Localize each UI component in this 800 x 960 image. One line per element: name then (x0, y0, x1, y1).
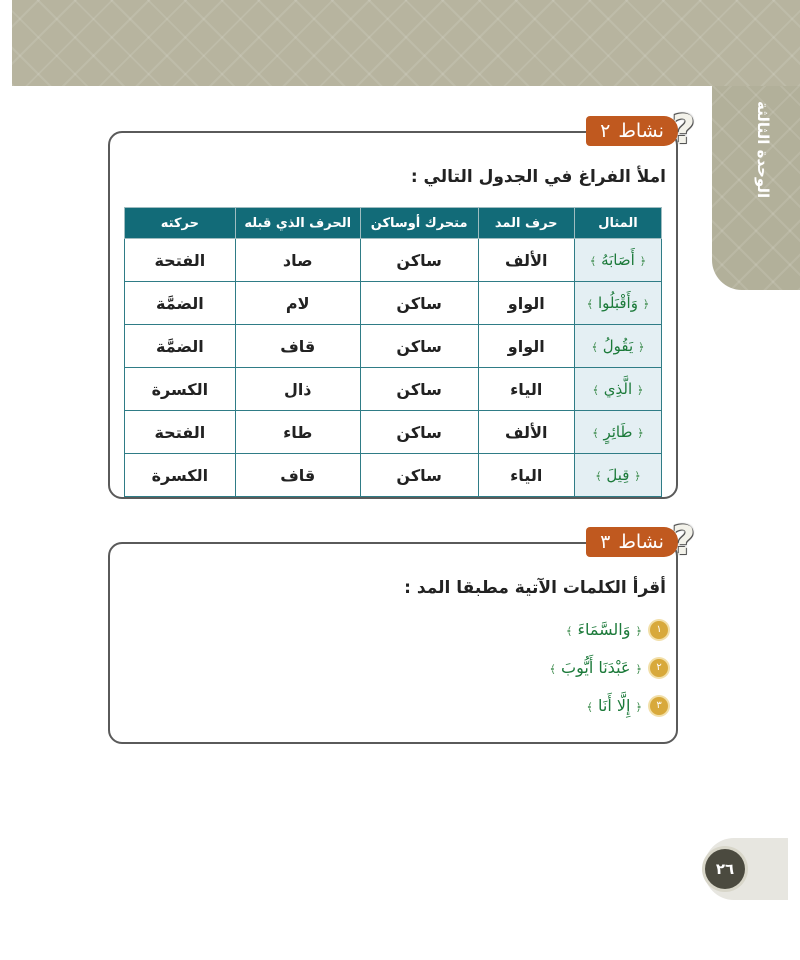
previous-letter-cell: قاف (235, 325, 360, 368)
madd-cell: الواو (478, 282, 574, 325)
example-cell: ﴿ طَائِرٍ ﴾ (574, 411, 661, 454)
header-previous-letter: الحرف الذي قبله (235, 208, 360, 239)
previous-letter-cell: لام (235, 282, 360, 325)
example-cell: ﴿ أَصَابَهُ ﴾ (574, 239, 661, 282)
activity-2-box (108, 131, 678, 499)
previous-letter-cell: ذال (235, 368, 360, 411)
header-status: متحرك أوساكن (360, 208, 478, 239)
madd-cell: الياء (478, 368, 574, 411)
table-row (125, 239, 662, 282)
status-cell: ساكن (360, 368, 478, 411)
table-row (125, 282, 662, 325)
example-cell: ﴿ الَّذِي ﴾ (574, 368, 661, 411)
unit-label: الوحدة الثالثة (754, 101, 772, 199)
activity-2-table (124, 207, 662, 497)
status-cell: ساكن (360, 282, 478, 325)
haraka-cell: الكسرة (125, 368, 236, 411)
madd-cell: الألف (478, 411, 574, 454)
activity-2-tag-word: نشاط (618, 120, 664, 142)
verse-text: ﴿ وَالسَّمَاءَ ﴾ (565, 620, 642, 639)
example-cell: ﴿ قِيلَ ﴾ (574, 454, 661, 497)
previous-letter-cell: صاد (235, 239, 360, 282)
haraka-cell: الضمَّة (125, 282, 236, 325)
table-row (125, 325, 662, 368)
table-header-row (125, 208, 662, 239)
number-badge-icon: ٣ (650, 697, 668, 715)
madd-cell: الواو (478, 325, 574, 368)
activity-2-tag (586, 116, 678, 146)
activity-3-box (108, 542, 678, 744)
haraka-cell: الضمَّة (125, 325, 236, 368)
header-example: المثال (574, 208, 661, 239)
header-madd-letter: حرف المد (478, 208, 574, 239)
activity-2-instruction: املأ الفراغ في الجدول التالي : (410, 167, 666, 187)
list-item (549, 658, 668, 677)
madd-cell: الألف (478, 239, 574, 282)
activity-3-tag (586, 527, 678, 557)
previous-letter-cell: طاء (235, 411, 360, 454)
activity-3-instruction: أقرأ الكلمات الآتية مطبقا المد : (404, 578, 666, 598)
activity-3-tag-word: نشاط (618, 531, 664, 553)
activity-3-tag-number: ٣ (600, 531, 611, 553)
verse-text: ﴿ إِلَّا أَنَا ﴾ (586, 696, 642, 715)
example-cell: ﴿ وَأَقْبَلُوا ﴾ (574, 282, 661, 325)
table-row (125, 411, 662, 454)
verse-text: ﴿ عَبْدَنَا أَيُّوبَ ﴾ (549, 658, 642, 677)
haraka-cell: الفتحة (125, 411, 236, 454)
haraka-cell: الكسرة (125, 454, 236, 497)
table-row (125, 368, 662, 411)
table-row (125, 454, 662, 497)
page-number: ٢٦ (705, 849, 745, 889)
header-haraka: حركته (125, 208, 236, 239)
madd-cell: الياء (478, 454, 574, 497)
previous-letter-cell: قاف (235, 454, 360, 497)
number-badge-icon: ١ (650, 621, 668, 639)
question-mark-icon: ? (672, 518, 696, 564)
status-cell: ساكن (360, 411, 478, 454)
number-badge-icon: ٢ (650, 659, 668, 677)
example-cell: ﴿ يَقُولُ ﴾ (574, 325, 661, 368)
status-cell: ساكن (360, 454, 478, 497)
list-item (566, 620, 668, 639)
haraka-cell: الفتحة (125, 239, 236, 282)
status-cell: ساكن (360, 239, 478, 282)
activity-2-tag-number: ٢ (600, 120, 611, 142)
top-banner (12, 0, 800, 86)
status-cell: ساكن (360, 325, 478, 368)
list-item (586, 696, 668, 715)
question-mark-icon: ? (672, 107, 696, 153)
